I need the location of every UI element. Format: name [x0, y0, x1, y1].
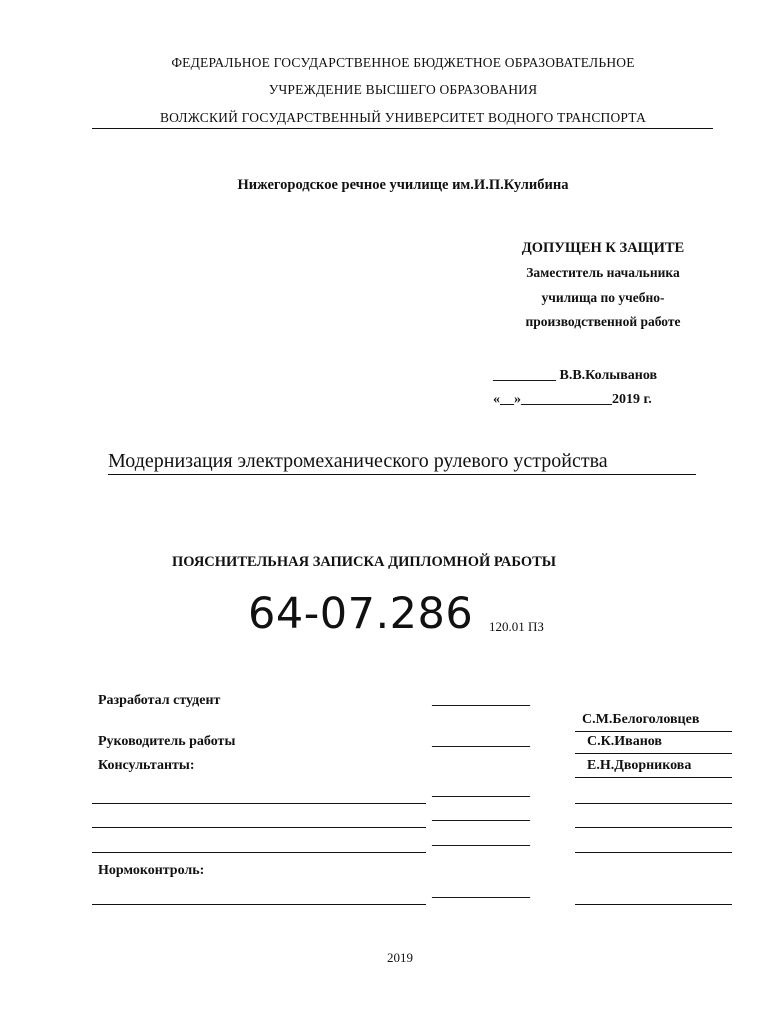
consultant-2-name-line [92, 827, 426, 828]
consultant-3-right-line [575, 852, 732, 853]
normocontrol-name-line [92, 904, 426, 905]
approval-line-2: училища по учебно- [541, 290, 665, 305]
consultant-2-signature-blank: ______________ [432, 808, 530, 823]
consultant-name: Е.Н.Дворникова [587, 758, 692, 773]
developer-label: Разработал студент [98, 693, 221, 708]
document-code-suffix: 120.01 ПЗ [489, 619, 544, 634]
approval-line-3: производственной работе [525, 314, 681, 329]
supervisor-label: Руководитель работы [98, 734, 236, 749]
document-code-main: 64-07.286 [248, 589, 474, 639]
school-name: Нижегородское речное училище им.И.П.Кулибина [237, 177, 569, 193]
developer-signature-blank: ______________ [432, 693, 530, 708]
work-title-underline [108, 474, 696, 475]
normocontrol-right-line [575, 904, 732, 905]
consultant-name-underline [575, 777, 732, 778]
header-line-2: УЧРЕЖДЕНИЕ ВЫСШЕГО ОБРАЗОВАНИЯ [268, 82, 538, 97]
header-underline [92, 128, 713, 129]
work-title: Модернизация электромеханического рулевого устройства [108, 450, 608, 472]
developer-name-underline [575, 731, 732, 732]
consultant-1-right-line [575, 803, 732, 804]
developer-name: С.М.Белоголовцев [582, 712, 700, 727]
consultant-2-right-line [575, 827, 732, 828]
header-line-1: ФЕДЕРАЛЬНОЕ ГОСУДАРСТВЕННОЕ БЮДЖЕТНОЕ ОБРАЗОВАТЕЛЬНОЕ [171, 55, 635, 70]
consultant-3-signature-blank: ______________ [432, 833, 530, 848]
normocontrol-label: Нормоконтроль: [98, 863, 205, 878]
supervisor-name-underline [575, 753, 732, 754]
consultant-1-signature-blank: ______________ [432, 784, 530, 799]
consultants-label: Консультанты: [98, 758, 195, 773]
consultant-3-name-line [92, 852, 426, 853]
header-line-3: ВОЛЖСКИЙ ГОСУДАРСТВЕННЫЙ УНИВЕРСИТЕТ ВОДНОГО ТРАНСПОРТА [159, 110, 647, 125]
consultant-1-name-line [92, 803, 426, 804]
supervisor-signature-blank: ______________ [432, 734, 530, 749]
document-type: ПОЯСНИТЕЛЬНАЯ ЗАПИСКА ДИПЛОМНОЙ РАБОТЫ [172, 554, 557, 570]
supervisor-name: С.К.Иванов [587, 734, 662, 749]
approval-signature: _________ В.В.Колыванов [493, 368, 658, 383]
approval-date: «__»_____________2019 г. [493, 392, 652, 407]
approval-title: ДОПУЩЕН К ЗАЩИТЕ [521, 240, 685, 256]
normocontrol-signature-blank: ______________ [432, 885, 530, 900]
approval-line-1: Заместитель начальника [526, 265, 680, 280]
footer-year: 2019 [387, 950, 413, 965]
